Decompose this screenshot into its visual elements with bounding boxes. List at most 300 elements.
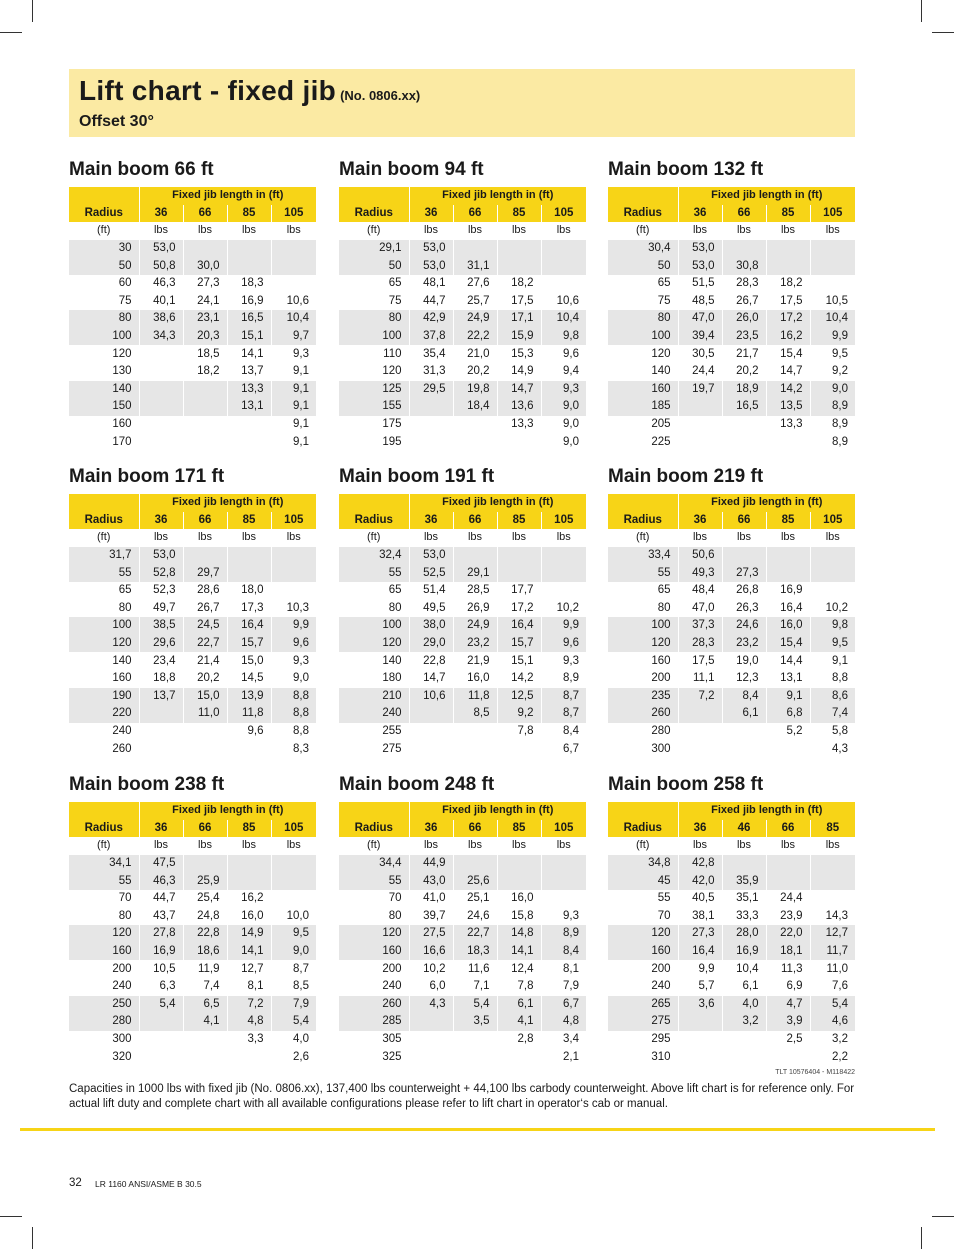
capacity-cell: 25,4 (183, 890, 227, 908)
radius-header-cell: Radius (608, 512, 678, 530)
jib-length-header-cell: 85 (810, 820, 855, 838)
jib-length-header-cell: 36 (409, 205, 453, 223)
table-row (339, 310, 586, 328)
crop-mark (32, 1227, 33, 1249)
capacity-cell: 8,1 (227, 978, 271, 996)
capacity-cell: 7,9 (271, 996, 316, 1014)
radius-cell: 75 (339, 293, 409, 311)
group-header-cell: Fixed jib length in (ft) (678, 802, 855, 820)
capacity-cell (678, 1048, 722, 1066)
capacity-cell: 24,1 (183, 293, 227, 311)
group-header-cell: Fixed jib length in (ft) (139, 494, 316, 512)
capacity-cell: 16,9 (227, 293, 271, 311)
table-row (608, 855, 855, 873)
capacity-cell: 52,8 (139, 564, 183, 582)
table-header-row (69, 512, 316, 530)
capacity-cell (139, 740, 183, 758)
capacity-cell: 8,9 (810, 433, 855, 451)
capacity-cell (409, 398, 453, 416)
capacity-cell: 4,7 (766, 996, 810, 1014)
lift-table (339, 187, 586, 451)
units-row (339, 837, 586, 855)
radius-header-cell: Radius (339, 512, 409, 530)
capacity-cell: 22,0 (766, 925, 810, 943)
capacity-cell (227, 1048, 271, 1066)
table-row (69, 740, 316, 758)
radius-cell: 30 (69, 240, 139, 258)
capacity-cell (183, 433, 227, 451)
capacity-cell (139, 1013, 183, 1031)
capacity-cell: 35,9 (722, 872, 766, 890)
radius-cell: 55 (339, 872, 409, 890)
unit-cell: lbs (810, 529, 855, 547)
capacity-cell: 16,9 (766, 582, 810, 600)
table-row (69, 652, 316, 670)
unit-cell: lbs (497, 222, 541, 240)
capacity-cell: 8,8 (810, 670, 855, 688)
capacity-cell (766, 1048, 810, 1066)
radius-cell: 240 (339, 978, 409, 996)
capacity-cell (271, 582, 316, 600)
radius-cell: 70 (608, 908, 678, 926)
capacity-cell: 17,5 (678, 652, 722, 670)
table-row (69, 398, 316, 416)
lift-table-block (69, 464, 316, 758)
capacity-cell: 14,9 (497, 363, 541, 381)
capacity-cell: 46,3 (139, 275, 183, 293)
radius-cell: 120 (608, 635, 678, 653)
capacity-cell: 11,6 (453, 960, 497, 978)
capacity-cell (541, 872, 586, 890)
table-row (69, 310, 316, 328)
table-title: Main boom 66 ft (69, 159, 214, 180)
radius-header-cell: Radius (69, 205, 139, 223)
capacity-cell: 30,0 (183, 257, 227, 275)
capacity-cell (497, 240, 541, 258)
capacity-cell: 9,0 (541, 433, 586, 451)
unit-cell: (ft) (339, 222, 409, 240)
capacity-cell: 24,4 (678, 363, 722, 381)
unit-cell: (ft) (608, 222, 678, 240)
capacity-cell (409, 1013, 453, 1031)
capacity-cell: 16,0 (766, 617, 810, 635)
capacity-cell: 37,8 (409, 328, 453, 346)
capacity-cell: 23,2 (722, 635, 766, 653)
capacity-cell: 5,8 (810, 723, 855, 741)
capacity-cell (453, 855, 497, 873)
header-blank-cell (608, 187, 678, 205)
capacity-cell: 9,8 (541, 328, 586, 346)
table-row (69, 890, 316, 908)
capacity-cell: 50,8 (139, 257, 183, 275)
unit-cell: (ft) (608, 529, 678, 547)
radius-cell: 120 (339, 925, 409, 943)
table-row (339, 416, 586, 434)
capacity-cell (227, 740, 271, 758)
capacity-cell: 18,3 (227, 275, 271, 293)
capacity-cell: 16,4 (227, 617, 271, 635)
table-header-row (69, 494, 316, 512)
table-row (69, 635, 316, 653)
footnote: Capacities in 1000 lbs with fixed jib (No. 0806.xx), 137,400 lbs counterweight + 44,100 lbs carbody counterweight. Above lift chart is for reference only. For actual lift duty and complete chart with all available configurations please refer to lift chart in operator‘s cab or manual. (69, 1083, 855, 1110)
capacity-cell: 29,5 (409, 381, 453, 399)
capacity-cell: 13,9 (227, 688, 271, 706)
group-header-cell: Fixed jib length in (ft) (678, 494, 855, 512)
capacity-cell (139, 381, 183, 399)
radius-cell: 29,1 (339, 240, 409, 258)
radius-cell: 235 (608, 688, 678, 706)
jib-length-header-cell: 85 (766, 512, 810, 530)
radius-cell: 250 (69, 996, 139, 1014)
radius-cell: 33,4 (608, 547, 678, 565)
radius-cell: 190 (69, 688, 139, 706)
capacity-cell: 15,4 (766, 345, 810, 363)
radius-cell: 160 (608, 943, 678, 961)
table-row (339, 978, 586, 996)
table-row (339, 908, 586, 926)
capacity-cell (678, 433, 722, 451)
table-row (608, 688, 855, 706)
capacity-cell: 42,9 (409, 310, 453, 328)
radius-cell: 275 (339, 740, 409, 758)
table-row (608, 652, 855, 670)
table-row (339, 723, 586, 741)
capacity-cell: 16,2 (227, 890, 271, 908)
capacity-cell: 18,6 (183, 943, 227, 961)
capacity-cell (766, 740, 810, 758)
unit-cell: lbs (139, 222, 183, 240)
jib-length-header-cell: 85 (497, 205, 541, 223)
capacity-cell: 9,0 (541, 398, 586, 416)
page-number: 32 (69, 1177, 82, 1189)
radius-cell: 70 (69, 890, 139, 908)
capacity-cell: 10,0 (271, 908, 316, 926)
capacity-cell: 15,7 (227, 635, 271, 653)
radius-cell: 205 (608, 416, 678, 434)
table-title: Main boom 191 ft (339, 466, 495, 487)
radius-cell: 305 (339, 1031, 409, 1049)
capacity-cell (139, 1048, 183, 1066)
capacity-cell: 9,9 (678, 960, 722, 978)
capacity-cell: 18,4 (453, 398, 497, 416)
capacity-cell: 24,8 (183, 908, 227, 926)
unit-cell: lbs (271, 529, 316, 547)
table-header-row (608, 820, 855, 838)
table-row (608, 925, 855, 943)
capacity-cell: 14,4 (766, 652, 810, 670)
unit-cell: lbs (766, 222, 810, 240)
capacity-cell: 9,1 (271, 416, 316, 434)
capacity-cell: 12,7 (810, 925, 855, 943)
capacity-cell (497, 872, 541, 890)
lift-table (339, 494, 586, 758)
radius-cell: 200 (339, 960, 409, 978)
capacity-cell (409, 723, 453, 741)
capacity-cell: 9,0 (810, 381, 855, 399)
capacity-cell: 27,3 (678, 925, 722, 943)
table-header-row (69, 187, 316, 205)
capacity-cell (227, 547, 271, 565)
capacity-cell: 44,7 (409, 293, 453, 311)
capacity-cell: 8,7 (541, 688, 586, 706)
radius-cell: 260 (608, 705, 678, 723)
units-row (339, 529, 586, 547)
lift-table (608, 494, 855, 758)
jib-length-header-cell: 66 (183, 205, 227, 223)
table-header-row (339, 187, 586, 205)
radius-cell: 300 (608, 740, 678, 758)
table-row (69, 978, 316, 996)
capacity-cell: 9,1 (810, 652, 855, 670)
capacity-cell (810, 872, 855, 890)
jib-length-header-cell: 85 (497, 820, 541, 838)
capacity-cell: 2,1 (541, 1048, 586, 1066)
capacity-cell (766, 872, 810, 890)
capacity-cell (227, 257, 271, 275)
unit-cell: (ft) (69, 222, 139, 240)
lift-table-block (69, 772, 316, 1066)
jib-length-header-cell: 105 (271, 820, 316, 838)
units-row (339, 222, 586, 240)
capacity-cell: 53,0 (139, 240, 183, 258)
capacity-cell (541, 890, 586, 908)
capacity-cell: 18,2 (183, 363, 227, 381)
capacity-cell: 25,9 (183, 872, 227, 890)
capacity-cell (722, 1031, 766, 1049)
table-row (608, 1048, 855, 1066)
capacity-cell: 10,4 (722, 960, 766, 978)
radius-cell: 280 (608, 723, 678, 741)
radius-cell: 55 (339, 564, 409, 582)
capacity-cell: 10,4 (810, 310, 855, 328)
capacity-cell (541, 582, 586, 600)
table-row (339, 564, 586, 582)
capacity-cell: 11,0 (183, 705, 227, 723)
lift-table-block (339, 772, 586, 1066)
radius-cell: 285 (339, 1013, 409, 1031)
capacity-cell: 2,6 (271, 1048, 316, 1066)
capacity-cell: 16,6 (409, 943, 453, 961)
radius-cell: 80 (608, 600, 678, 618)
capacity-cell: 16,9 (139, 943, 183, 961)
tlt-code: TLT 10576404 - M118422 (775, 1069, 855, 1076)
capacity-cell: 19,0 (722, 652, 766, 670)
page-subtitle: Offset 30° (79, 113, 154, 130)
table-row (339, 582, 586, 600)
capacity-cell: 5,4 (453, 996, 497, 1014)
radius-cell: 34,1 (69, 855, 139, 873)
radius-cell: 200 (69, 960, 139, 978)
capacity-cell: 33,3 (722, 908, 766, 926)
capacity-cell: 44,9 (409, 855, 453, 873)
capacity-cell: 30,5 (678, 345, 722, 363)
table-row (69, 275, 316, 293)
capacity-cell (271, 855, 316, 873)
capacity-cell: 40,5 (678, 890, 722, 908)
capacity-cell: 9,7 (271, 328, 316, 346)
capacity-cell: 8,7 (541, 705, 586, 723)
radius-cell: 100 (339, 617, 409, 635)
header-blank-cell (69, 494, 139, 512)
capacity-cell (409, 1031, 453, 1049)
table-row (339, 996, 586, 1014)
capacity-cell: 7,8 (497, 978, 541, 996)
table-row (608, 381, 855, 399)
header-blank-cell (69, 187, 139, 205)
capacity-cell: 19,8 (453, 381, 497, 399)
table-row (608, 275, 855, 293)
capacity-cell: 8,1 (541, 960, 586, 978)
capacity-cell (139, 398, 183, 416)
radius-cell: 34,8 (608, 855, 678, 873)
capacity-cell: 4,0 (271, 1031, 316, 1049)
capacity-cell (453, 547, 497, 565)
header-blank-cell (339, 187, 409, 205)
capacity-cell: 8,9 (541, 670, 586, 688)
capacity-cell: 8,4 (722, 688, 766, 706)
capacity-cell: 8,8 (271, 723, 316, 741)
table-row (339, 257, 586, 275)
capacity-cell: 21,9 (453, 652, 497, 670)
capacity-cell (766, 564, 810, 582)
capacity-cell: 8,9 (810, 416, 855, 434)
unit-cell: lbs (678, 222, 722, 240)
capacity-cell: 23,9 (766, 908, 810, 926)
group-header-cell: Fixed jib length in (ft) (139, 802, 316, 820)
radius-cell: 55 (69, 872, 139, 890)
capacity-cell: 14,2 (766, 381, 810, 399)
capacity-cell: 30,8 (722, 257, 766, 275)
lift-table-block (608, 157, 855, 451)
capacity-cell (409, 705, 453, 723)
radius-cell: 140 (339, 652, 409, 670)
capacity-cell: 11,8 (227, 705, 271, 723)
table-row (608, 670, 855, 688)
table-row (69, 547, 316, 565)
table-header-row (339, 512, 586, 530)
radius-cell: 32,4 (339, 547, 409, 565)
header-blank-cell (608, 494, 678, 512)
capacity-cell: 14,1 (497, 943, 541, 961)
capacity-cell: 10,3 (271, 600, 316, 618)
unit-cell: lbs (678, 837, 722, 855)
capacity-cell: 8,7 (271, 960, 316, 978)
capacity-cell (722, 547, 766, 565)
capacity-cell: 15,8 (497, 908, 541, 926)
capacity-cell: 8,9 (541, 925, 586, 943)
unit-cell: lbs (722, 222, 766, 240)
unit-cell: lbs (409, 222, 453, 240)
capacity-cell: 51,5 (678, 275, 722, 293)
table-row (608, 547, 855, 565)
radius-cell: 65 (339, 582, 409, 600)
radius-cell: 120 (339, 363, 409, 381)
radius-cell: 240 (69, 723, 139, 741)
radius-cell: 140 (69, 652, 139, 670)
radius-cell: 80 (339, 908, 409, 926)
table-title: Main boom 94 ft (339, 159, 484, 180)
table-row (339, 345, 586, 363)
capacity-cell: 16,0 (227, 908, 271, 926)
crop-mark (32, 0, 33, 22)
radius-cell: 140 (608, 363, 678, 381)
radius-header-cell: Radius (69, 512, 139, 530)
capacity-cell (497, 547, 541, 565)
capacity-cell (810, 564, 855, 582)
radius-cell: 180 (339, 670, 409, 688)
capacity-cell: 4,3 (409, 996, 453, 1014)
title-text: Lift chart - fixed jib (79, 75, 337, 106)
radius-cell: 225 (608, 433, 678, 451)
lift-table (69, 802, 316, 1066)
capacity-cell: 7,6 (810, 978, 855, 996)
capacity-cell (183, 398, 227, 416)
capacity-cell: 49,7 (139, 600, 183, 618)
table-row (339, 872, 586, 890)
unit-cell: lbs (227, 222, 271, 240)
unit-cell: lbs (453, 222, 497, 240)
capacity-cell (766, 855, 810, 873)
crop-mark (921, 1227, 922, 1249)
radius-cell: 195 (339, 433, 409, 451)
capacity-cell: 10,6 (409, 688, 453, 706)
unit-cell: lbs (271, 837, 316, 855)
capacity-cell: 23,1 (183, 310, 227, 328)
capacity-cell: 49,3 (678, 564, 722, 582)
capacity-cell: 14,7 (766, 363, 810, 381)
radius-cell: 160 (69, 670, 139, 688)
table-row (608, 363, 855, 381)
jib-length-header-cell: 85 (227, 820, 271, 838)
capacity-cell (409, 1048, 453, 1066)
table-row (339, 740, 586, 758)
capacity-cell: 49,5 (409, 600, 453, 618)
table-row (69, 1013, 316, 1031)
capacity-cell: 24,9 (453, 310, 497, 328)
radius-cell: 200 (608, 960, 678, 978)
capacity-cell: 22,2 (453, 328, 497, 346)
capacity-cell: 9,6 (227, 723, 271, 741)
radius-cell: 160 (69, 416, 139, 434)
capacity-cell: 9,8 (810, 617, 855, 635)
radius-cell: 210 (339, 688, 409, 706)
capacity-cell: 41,0 (409, 890, 453, 908)
capacity-cell: 10,2 (541, 600, 586, 618)
radius-cell: 125 (339, 381, 409, 399)
capacity-cell: 29,0 (409, 635, 453, 653)
capacity-cell: 18,9 (722, 381, 766, 399)
capacity-cell: 37,3 (678, 617, 722, 635)
capacity-cell: 35,1 (722, 890, 766, 908)
capacity-cell: 31,3 (409, 363, 453, 381)
capacity-cell: 20,2 (453, 363, 497, 381)
unit-cell: lbs (541, 529, 586, 547)
capacity-cell: 26,7 (183, 600, 227, 618)
capacity-cell: 27,8 (139, 925, 183, 943)
lift-table (608, 187, 855, 451)
unit-cell: lbs (497, 837, 541, 855)
radius-cell: 65 (339, 275, 409, 293)
radius-cell: 65 (608, 582, 678, 600)
capacity-cell: 24,6 (453, 908, 497, 926)
table-title: Main boom 258 ft (608, 774, 764, 795)
capacity-cell (678, 398, 722, 416)
capacity-cell (766, 257, 810, 275)
capacity-cell: 16,4 (766, 600, 810, 618)
capacity-cell (453, 1031, 497, 1049)
table-row (608, 943, 855, 961)
capacity-cell: 31,1 (453, 257, 497, 275)
